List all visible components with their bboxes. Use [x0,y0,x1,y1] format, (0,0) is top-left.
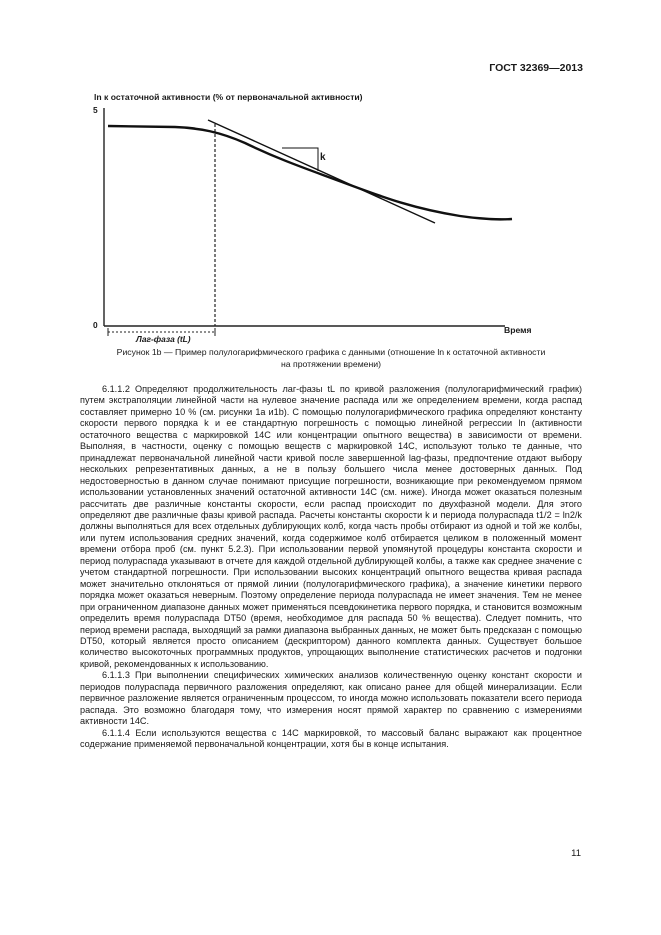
paragraph-6-1-1-4: 6.1.1.4 Если используются вещества с 14C маркировкой, то массовый баланс выражают как процентное содержание применяемой первоначальной концентрации, хотя бы в конце испытания. [80,727,582,750]
x-axis-label: Время [504,325,532,335]
decay-curve [108,126,512,219]
slope-label: k [320,152,326,163]
page-number: 11 [571,848,581,859]
decay-plot [80,88,560,348]
document-standard-number: ГОСТ 32369—2013 [489,62,583,74]
caption-line-2: на протяжении времени) [280,358,382,369]
body-text [80,384,582,751]
paragraph-6-1-1-2: 6.1.1.2 Определяют продолжительность лаг-фазы tL по кривой разложения (полулогарифмический график) путем экстраполяции линейной части на нулевое значение распада или же определением времени, когда распад составляет примерно 10 % (см. рисунки 1а и1b). С помощью полулогарифмического графика определяют константу скорости первого порядка k и ее стандартную погрешность с помощью линейной регрессии ln (активности остаточного вещества с маркировкой 14C или концентрации опытного вещества) в зависимости от времени. Выполняя, в частности, оценку с помощью веществ с маркировкой 14C, используют только те данные, что принадлежат первоначальной линейной части кривой после завершенной lag-фазы, предпочтение отдают выбору нескольких репрезентативных данных, а не в пользу большего числа менее достоверных данных. Под недостоверностью в данном случае понимают присущие погрешности, возникающие при рекомендуемом прямом использовании установленных значений остаточной активности 14C (см. ниже). Иногда может оказаться полезным рассчитать две различные константы скорости, если распад происходит по двухфазной модели. Для этого определяют две различные фазы кривой распада. Расчеты константы скорости k и периода полураспада t1/2 = ln2/k должны выполняться для всех отдельных дублирующих колб, когда часть пробы отбирают из одной и той же колбы, или путем использования средних значений, когда содержимое колб отбирается целиком в положенный момент времени отбора проб (см. пункт 5.2.3). При использовании первой упомянутой процедуры константа скорости и период полураспада указывают в отчете для каждой отдельной дублирующей колбы, а также как среднее значение с учетом стандартной погрешности. При использовании высоких концентраций опытного вещества кривая распада может значительно отклоняться от прямой линии (полулогарифмического графика), а значение кинетики первого порядка может оказаться неверным. Поэтому определение периода полураспада не имеет значения. Тем не менее при ограниченном диапазоне данных может применяться псевдокинетика первого порядка, и становится возможным определить время полураспада DT50 (время, необходимое для распада 50 % вещества). Следует помнить, что период времени распада, выходящий за рамки диапазона выбранных данных, не может быть предсказан с помощью DT50, который является просто описанием (дескриптором) данного комплекта данных. Существует большое количество высокоточных программных продуктов, упрощающих выполнение статистических расчетов и подгонки кривой, рекомендованных к использованию. [80,384,582,669]
y-axis-label: ln к остаточной активности (% от первоначальной активности) [94,92,363,102]
lag-phase-label: Лаг-фаза (tL) [136,334,191,344]
y-tick-top: 5 [93,105,98,115]
paragraph-6-1-1-3: 6.1.1.3 При выполнении специфических химических анализов количественную оценку констант скорости и периодов полураспада первичного разложения определяют, как описано ранее для общей минерализации. Если первичное разложение является ограниченным процессом, то иногда можно использовать показатели всего периода распада. Это возможно благодаря тому, что измерения носят прямой характер по сравнению с измерениями активности 14C. [80,670,582,727]
y-tick-bottom: 0 [93,320,98,330]
figure-caption [80,347,582,370]
caption-line-1: Рисунок 1b — Пример полулогарифмического графика с данными (отношение ln к остаточной активности [116,347,546,357]
decay-figure [80,88,560,348]
regression-line [208,120,435,223]
